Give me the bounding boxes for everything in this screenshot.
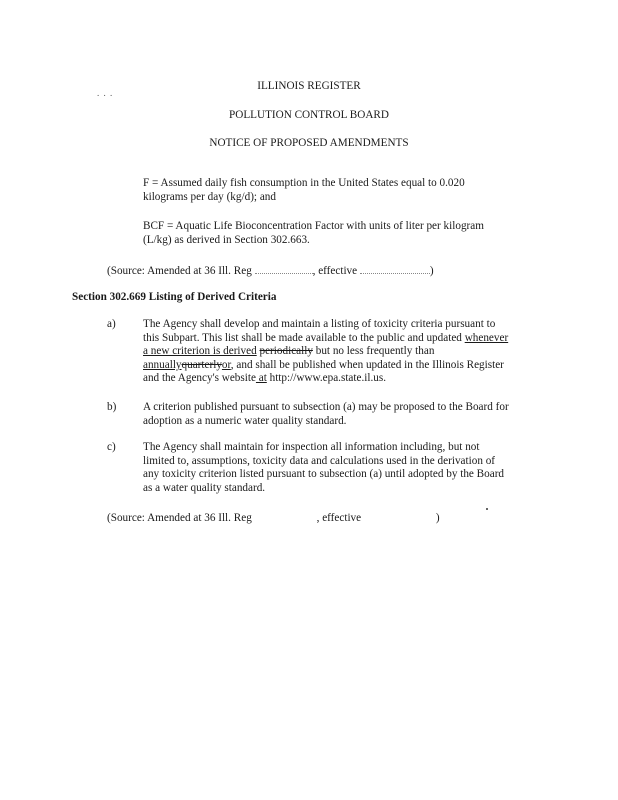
item-c-label: c) [107,441,116,453]
item-a-insert-at: at [255,372,267,385]
definition-f-line1: F = Assumed daily fish consumption in the United States equal to 0.020 [143,177,465,189]
definition-f-line2: kilograms per day (kg/d); and [143,190,276,203]
item-c-line4: as a water quality standard. [143,481,266,494]
item-a-line1: The Agency shall develop and maintain a listing of toxicity criteria pursuant to [143,318,496,330]
source-note-1-reg-blank [255,263,313,274]
item-a-line2-text: this Subpart. This list shall be made available to the public and updated [143,331,462,344]
notice-title: NOTICE OF PROPOSED AMENDMENTS [209,137,409,149]
item-a-delete-quarterly: quarterly [181,358,222,371]
item-a-insert-whenever: whenever [464,331,509,344]
item-a-delete-periodically: periodically [259,345,313,358]
source-note-2-prefix: (Source: Amended at 36 Ill. Reg [107,512,252,524]
section-heading: Section 302.669 Listing of Derived Criteria [72,291,277,303]
item-a-insert-or: or [221,358,231,371]
item-a-line5-end: http://www.epa.state.il.us. [266,372,387,385]
source-note-1-middle: , effective [312,265,358,277]
stray-mark [486,508,488,510]
board-title: POLLUTION CONTROL BOARD [229,109,389,121]
item-b-line2: adoption as a numeric water quality standard. [143,414,347,427]
item-a-line2 [143,332,508,346]
item-b-line1: A criterion published pursuant to subsection (a) may be proposed to the Board for [143,401,509,413]
source-note-1-suffix: ) [429,265,434,277]
item-a-line3-end: but no less frequently than [312,345,435,358]
item-c-line1: The Agency shall maintain for inspection all information including, but not [143,441,480,453]
definition-f [143,177,465,204]
definition-bcf-line1: BCF = Aquatic Life Bioconcentration Factor with units of liter per kilogram [143,220,484,232]
item-c-text [143,441,504,495]
item-a-line4-end: , and shall be published when updated in the Illinois Register [230,358,504,371]
source-note-1 [107,263,434,279]
source-note-2-date-blank [364,511,436,521]
item-a-insert-annually: annually [143,358,182,371]
definition-bcf-line2: (L/kg) as derived in Section 302.663. [143,233,310,246]
item-a-line3 [143,345,508,359]
definition-bcf [143,220,484,247]
item-b-label: b) [107,401,117,413]
item-a-line5 [143,372,508,386]
item-c-line3: any toxicity criterion listed pursuant to subsection (a) until adopted by the Board [143,468,505,481]
register-title: ILLINOIS REGISTER [257,80,361,92]
source-note-2 [107,511,440,526]
item-c-line2: limited to, assumptions, toxicity data and calculations used in the derivation of [143,454,496,467]
source-note-2-middle: , effective [316,512,362,524]
source-note-1-prefix: (Source: Amended at 36 Ill. Reg [107,265,252,277]
source-note-2-suffix: ) [435,512,440,524]
item-a-label: a) [107,318,116,330]
item-a-line4 [143,359,508,373]
item-a-insert-new-criterion: a new criterion is derived [143,345,257,358]
source-note-1-date-blank [360,263,430,274]
item-a-line5-start: and the Agency's website [143,372,256,385]
item-a-text [143,318,508,386]
page-marks: . . . [97,88,114,98]
source-note-2-reg-blank [255,511,317,521]
item-b-text [143,401,509,428]
